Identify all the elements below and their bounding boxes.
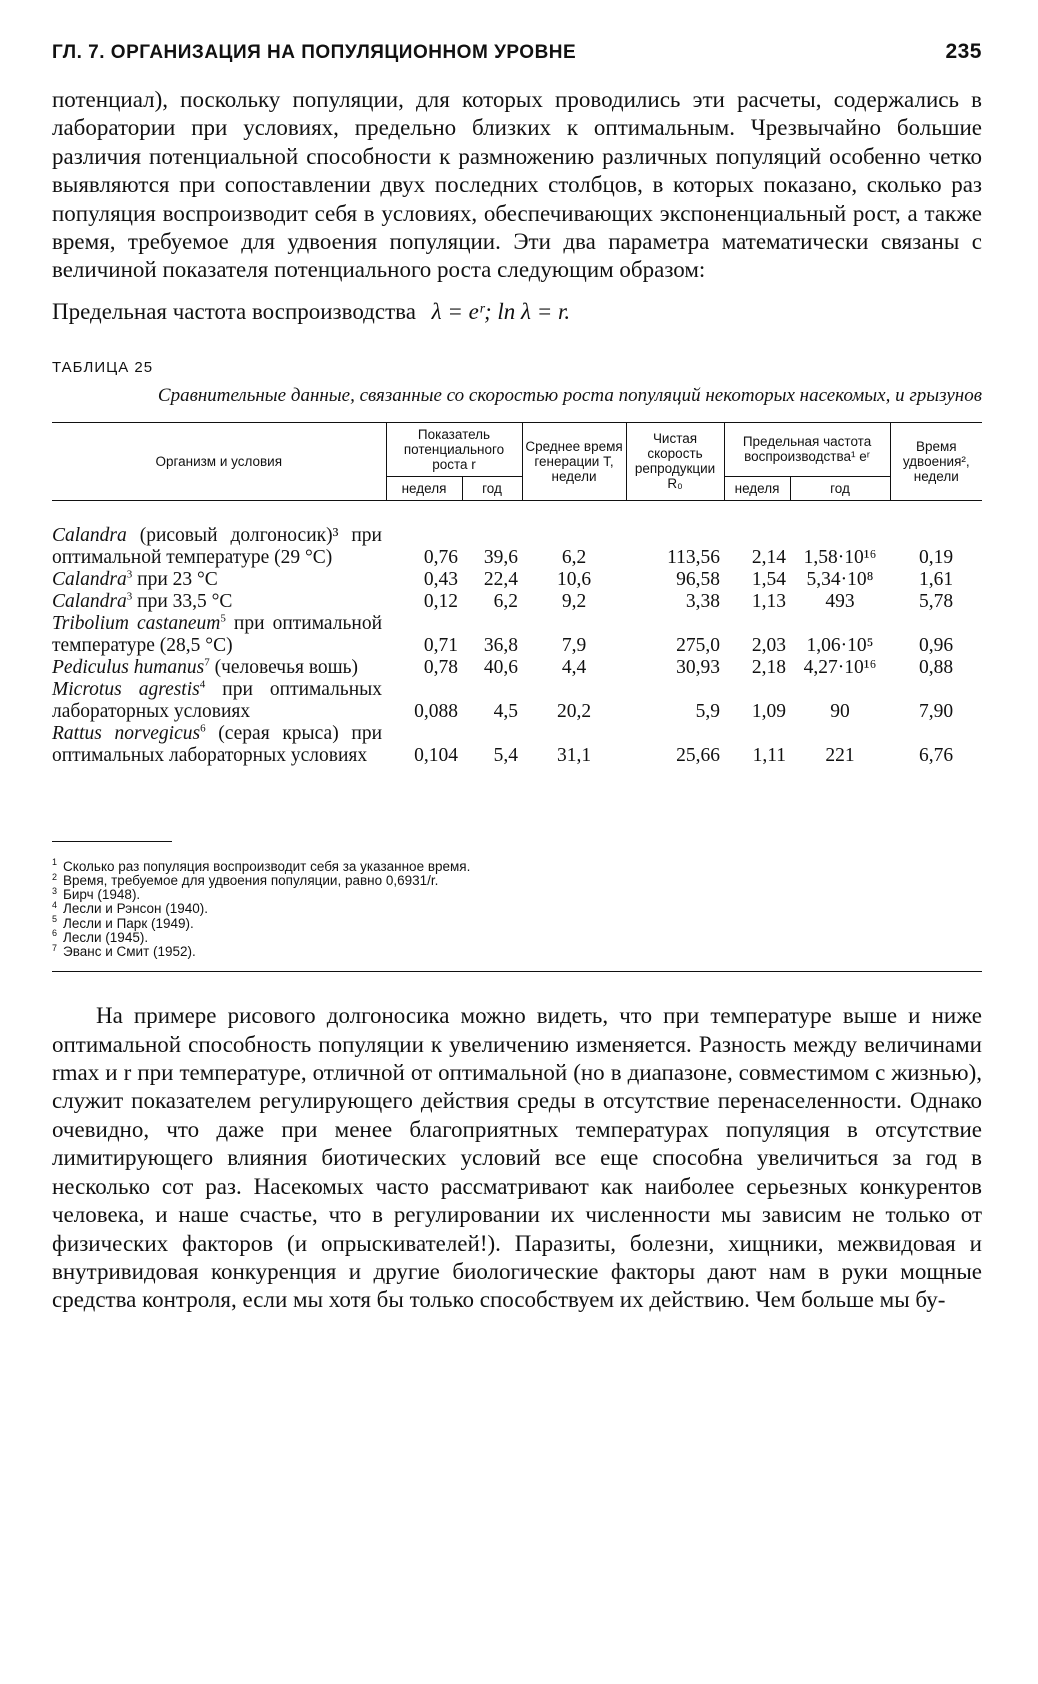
- net-reproduction-cell: 25,66: [676, 744, 721, 766]
- generation-time-cell: 6,2: [561, 546, 587, 568]
- net-reproduction-cell: 113,56: [667, 546, 721, 568]
- lambda-year-cell: 1,06·10⁵: [806, 634, 874, 656]
- footnote-number: 4: [52, 899, 58, 910]
- table-row: [52, 591, 982, 613]
- organism-cell: [52, 525, 386, 569]
- organism-cell: [52, 657, 386, 679]
- header-r-group: Показатель потенциального роста r: [386, 423, 522, 477]
- page: [52, 40, 982, 1315]
- table-container: [52, 422, 982, 972]
- lambda-year-cell: 4,27·10¹⁶: [803, 656, 877, 678]
- species-name: Tribolium castaneum: [52, 612, 221, 634]
- net-reproduction-cell: 5,9: [695, 700, 721, 722]
- footnote-number: 5: [52, 914, 58, 925]
- lambda-year-cell: 5,34·10⁸: [806, 568, 874, 590]
- footnote-item: [52, 871, 982, 889]
- species-name: Calandra: [52, 590, 127, 612]
- header-net-reproduction: Чистая скорость репродукции R₀: [626, 423, 724, 501]
- species-name: Calandra: [52, 568, 127, 590]
- r-week-cell: 0,088: [414, 700, 458, 722]
- reference-mark: 6: [200, 722, 206, 735]
- generation-time-cell: 7,9: [561, 634, 587, 656]
- footnote-item: [52, 928, 982, 945]
- formula-text: Предельная частота воспроизводства: [52, 298, 416, 324]
- reference-mark: 3: [126, 590, 133, 603]
- lambda-week-cell: 2,18: [751, 656, 787, 678]
- doubling-time-cell: 6,76: [918, 744, 954, 766]
- species-name: Microtus agrestis: [52, 678, 200, 700]
- footnote-number: 1: [52, 857, 58, 868]
- footnote-text: Время, требуемое для удвоения популяции, равно 0,6931/r.: [63, 873, 439, 889]
- organism-cell: [52, 569, 386, 591]
- r-year-cell: 39,6: [483, 546, 519, 568]
- lambda-year-cell: 493: [825, 590, 855, 612]
- lambda-week-cell: 1,13: [751, 590, 787, 612]
- header-r-year: год: [462, 476, 522, 500]
- footnote-text: Лесли (1945).: [63, 929, 149, 945]
- footnote-text: Бирч (1948).: [63, 887, 141, 903]
- lambda-year-cell: 221: [825, 744, 855, 766]
- header-lambda-week: неделя: [724, 476, 790, 500]
- condition-text: (человечья вошь): [209, 656, 359, 678]
- footnotes: [52, 857, 982, 960]
- data-table: [52, 423, 982, 791]
- doubling-time-cell: 0,96: [918, 634, 954, 656]
- condition-text: при оптимальной температуре (28,5 °C): [52, 612, 383, 656]
- condition-text: (серая крыса) при оптимальных лабораторных условиях: [52, 722, 382, 766]
- table-row: [52, 613, 982, 657]
- reference-mark: 3: [126, 568, 133, 581]
- footnote-text: Лесли и Рэнсон (1940).: [63, 901, 209, 917]
- condition-text: при 33,5 °C: [132, 590, 233, 612]
- r-year-cell: 40,6: [483, 656, 519, 678]
- condition-text: при 23 °C: [132, 568, 218, 590]
- species-name: Rattus norvegicus: [52, 722, 201, 744]
- doubling-time-cell: 5,78: [918, 590, 954, 612]
- organism-cell: [52, 679, 386, 723]
- chapter-title: ГЛ. 7. ОРГАНИЗАЦИЯ НА ПОПУЛЯЦИОННОМ УРОВНЕ: [52, 42, 577, 63]
- r-week-cell: 0,12: [423, 590, 458, 612]
- lambda-year-cell: 1,58·10¹⁶: [803, 546, 877, 568]
- footnote-item: [52, 914, 982, 931]
- footnote-item: [52, 942, 982, 960]
- lambda-year-cell: 90: [830, 700, 850, 722]
- table-body: [52, 500, 982, 791]
- running-header: [52, 40, 982, 76]
- r-year-cell: 6,2: [493, 590, 519, 612]
- doubling-time-cell: 0,19: [918, 546, 954, 568]
- footnote-rule: [52, 841, 172, 842]
- footnote-text: Сколько раз популяция воспроизводит себя за указанное время.: [63, 858, 471, 874]
- lambda-week-cell: 1,11: [752, 744, 787, 766]
- organism-cell: [52, 591, 386, 613]
- r-year-cell: 36,8: [483, 634, 519, 656]
- doubling-time-cell: 0,88: [918, 656, 954, 678]
- generation-time-cell: 20,2: [556, 700, 592, 722]
- table-row: [52, 723, 982, 767]
- condition-text: при оптимальных лабораторных условиях: [52, 678, 382, 722]
- footnote-text: Лесли и Парк (1949).: [63, 915, 194, 931]
- table-row: [52, 569, 982, 591]
- r-week-cell: 0,43: [423, 568, 458, 590]
- header-r-week: неделя: [386, 476, 462, 500]
- table-title: Сравнительные данные, связанные со скоростью роста популяций некоторых насекомых, и грызунов: [157, 384, 982, 406]
- header-generation-time: Среднее время генерации T, недели: [522, 423, 626, 501]
- footnote-number: 3: [52, 885, 58, 896]
- generation-time-cell: 4,4: [561, 656, 587, 678]
- lambda-week-cell: 1,54: [751, 568, 787, 590]
- footnote-text: Эванс и Смит (1952).: [63, 944, 196, 960]
- net-reproduction-cell: 96,58: [676, 568, 721, 590]
- species-name: Pediculus humanus: [52, 656, 205, 678]
- header-doubling-time: Время удвоения², недели: [890, 423, 982, 501]
- r-week-cell: 0,76: [423, 546, 458, 568]
- r-week-cell: 0,71: [423, 634, 458, 656]
- table-row: [52, 525, 982, 569]
- footnote-number: 7: [52, 942, 58, 953]
- species-name: Calandra: [52, 524, 127, 546]
- formula-math: λ = eʳ; ln λ = r.: [431, 298, 571, 324]
- footnote-number: 2: [52, 871, 58, 882]
- footnote-item: [52, 899, 982, 917]
- header-organism: Организм и условия: [155, 453, 283, 469]
- generation-time-cell: 31,1: [556, 744, 592, 766]
- doubling-time-cell: 7,90: [918, 700, 954, 722]
- r-year-cell: 22,4: [483, 568, 519, 590]
- generation-time-cell: 9,2: [561, 590, 587, 612]
- table-row: [52, 657, 982, 679]
- reference-mark: 7: [204, 656, 210, 669]
- footnote-number: 6: [52, 928, 58, 939]
- r-week-cell: 0,78: [423, 656, 458, 678]
- generation-time-cell: 10,6: [556, 568, 592, 590]
- reference-mark: 4: [199, 678, 206, 691]
- lambda-week-cell: 1,09: [751, 700, 787, 722]
- lambda-week-cell: 2,14: [751, 546, 787, 568]
- reference-mark: 5: [220, 612, 226, 625]
- r-year-cell: 4,5: [493, 700, 519, 722]
- header-lambda-group: Предельная частота воспроизводства¹ eʳ: [724, 423, 890, 477]
- r-year-cell: 5,4: [493, 744, 519, 766]
- table-row: [52, 679, 982, 723]
- header-lambda-year: год: [790, 476, 890, 500]
- net-reproduction-cell: 30,93: [676, 656, 721, 678]
- doubling-time-cell: 1,61: [918, 568, 954, 590]
- paragraph-2: На примере рисового долгоносика можно видеть, что при температуре выше и ниже оптимальной способность популяции к увеличению изменяется. Разность между величинами rmax и r при температуре, отличной от оптимальной (но в диапазоне, совместимом с жизнью), служит показателем регулирующего действия среды в отсутствие перенаселенности. Однако очевидно, что даже при менее благоприятных температурах популяция в отсутствие лимитирующего влияния биотических условий все еще способна увеличиться за год в несколько сот раз. Насекомых часто рассматривают как наиболее серьезных конкурентов человека, и наше счастье, что в регулировании их численности мы зависим не только от физических факторов (и опрыскивателей!). Паразиты, болезни, хищники, межвидовая и внутривидовая конкуренция и другие биологические факторы дают нам в руки мощные средства контроля, если мы хотя бы только способствуем их действию. Чем больше мы бу-: [52, 1003, 982, 1313]
- table-caption: ТАБЛИЦА 25: [52, 358, 154, 376]
- page-number: 235: [945, 40, 982, 63]
- paragraph-1: потенциал), поскольку популяции, для которых проводились эти расчеты, содержались в лаборатории при условиях, предельно близких к оптимальным. Чрезвычайно большие различия потенциальной способности к размножению различных популяций особенно четко выявляются при сопоставлении двух последних столбцов, в которых показано, сколько раз популяция воспроизводит себя в условиях, обеспечивающих экспоненциальный рост, а также время, требуемое для удвоения популяции. Эти два параметра математически связаны с величиной показателя потенциального роста следующим образом:: [52, 87, 982, 283]
- condition-text: (рисовый долгоносик)³ при оптимальной температуре (29 °C): [52, 524, 382, 568]
- footnote-item: [52, 857, 982, 874]
- lambda-week-cell: 2,03: [751, 634, 787, 656]
- r-week-cell: 0,104: [414, 744, 458, 766]
- organism-cell: [52, 613, 386, 657]
- net-reproduction-cell: 3,38: [685, 590, 721, 612]
- organism-cell: [52, 723, 386, 767]
- net-reproduction-cell: 275,0: [676, 634, 721, 656]
- formula-line: [52, 299, 982, 325]
